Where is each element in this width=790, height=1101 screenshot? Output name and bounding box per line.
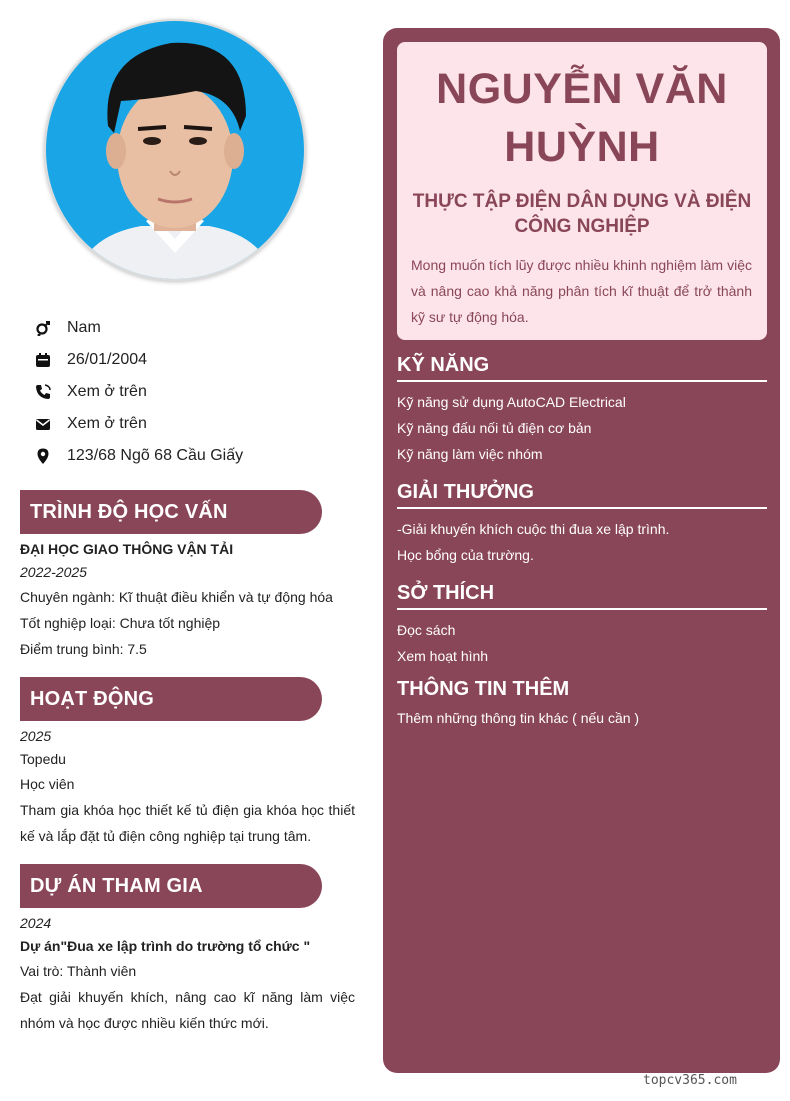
email-icon [34, 415, 52, 433]
activities-heading: HOẠT ĐỘNG [20, 677, 322, 721]
calendar-icon [34, 351, 52, 369]
right-column [383, 28, 780, 1073]
contact-birthday [34, 344, 243, 376]
contact-email-value: Xem ở trên [67, 415, 147, 432]
project-year: 2024 [20, 915, 52, 931]
award-item: Học bổng của trường. [397, 547, 534, 563]
contact-gender-value: Nam [67, 319, 101, 336]
contact-email [34, 408, 243, 440]
awards-list [397, 516, 767, 568]
contact-gender [34, 312, 243, 344]
skill-item: Kỹ năng đấu nối tủ điện cơ bản [397, 420, 592, 436]
projects-section [20, 912, 355, 1036]
activities-section [20, 725, 355, 849]
skills-heading: KỸ NĂNG [397, 354, 767, 382]
phone-icon [34, 383, 52, 401]
education-heading: TRÌNH ĐỘ HỌC VẤN [20, 490, 322, 534]
portrait-photo-icon [46, 21, 304, 279]
career-summary: Mong muốn tích lũy được nhiều khinh nghiệm làm việc và nâng cao khả năng phân tích kĩ thuật để trở thành kỹ sư tự động hóa. [411, 257, 752, 325]
left-column [0, 0, 372, 1101]
projects-heading: DỰ ÁN THAM GIA [20, 864, 322, 908]
hobby-item: Xem hoạt hình [397, 648, 489, 664]
extra-info-item: Thêm những thông tin khác ( nếu cần ) [397, 710, 640, 726]
skill-item: Kỹ năng sử dụng AutoCAD Electrical [397, 394, 626, 410]
activity-year: 2025 [20, 728, 52, 744]
location-icon [34, 447, 52, 465]
contact-birthday-value: 26/01/2004 [67, 351, 148, 368]
contact-phone-value: Xem ở trên [67, 383, 147, 400]
footer-watermark: topcv365.com [643, 1073, 737, 1088]
activity-org: Topedu [20, 751, 66, 767]
hobbies-list [397, 617, 767, 669]
header-card [397, 42, 767, 340]
candidate-name: NGUYỄN VĂN HUỲNH [436, 65, 728, 171]
education-major: Chuyên ngành: Kĩ thuật điều khiển và tự động hóa [20, 589, 333, 605]
hobby-item: Đọc sách [397, 622, 456, 638]
project-description: Đạt giải khuyến khích, nâng cao kĩ năng làm việc nhóm và học được nhiều kiến thức mới. [20, 989, 355, 1031]
extra-info-list [397, 705, 767, 731]
education-gpa: Điểm trung bình: 7.5 [20, 641, 147, 657]
education-period: 2022-2025 [20, 564, 87, 580]
extra-info-heading: THÔNG TIN THÊM [397, 678, 570, 700]
contact-address [34, 440, 243, 472]
skill-item: Kỹ năng làm việc nhóm [397, 446, 543, 462]
contact-phone [34, 376, 243, 408]
education-graduation: Tốt nghiệp loại: Chưa tốt nghiệp [20, 615, 221, 631]
skills-list [397, 389, 767, 467]
education-school: ĐẠI HỌC GIAO THÔNG VẬN TẢI [20, 541, 234, 557]
award-item: -Giải khuyến khích cuộc thi đua xe lập trình. [397, 521, 670, 537]
hobbies-heading: SỞ THÍCH [397, 582, 767, 610]
job-title: THỰC TẬP ĐIỆN DÂN DỤNG VÀ ĐIỆN CÔNG NGHIỆP [412, 191, 752, 237]
profile-photo [44, 19, 306, 281]
awards-heading: GIẢI THƯỞNG [397, 481, 767, 509]
project-role: Vai trò: Thành viên [20, 963, 137, 979]
contact-list [34, 312, 243, 472]
contact-address-value: 123/68 Ngõ 68 Cầu Giấy [67, 447, 244, 464]
activity-role: Học viên [20, 776, 75, 792]
gender-icon [34, 319, 52, 337]
education-section [20, 538, 355, 662]
activity-description: Tham gia khóa học thiết kế tủ điện gia khóa học thiết kế và lắp đặt tủ điện công nghiệp tại trung tâm. [20, 802, 355, 844]
project-name: Dự án"Đua xe lập trình do trường tổ chức " [20, 938, 311, 954]
